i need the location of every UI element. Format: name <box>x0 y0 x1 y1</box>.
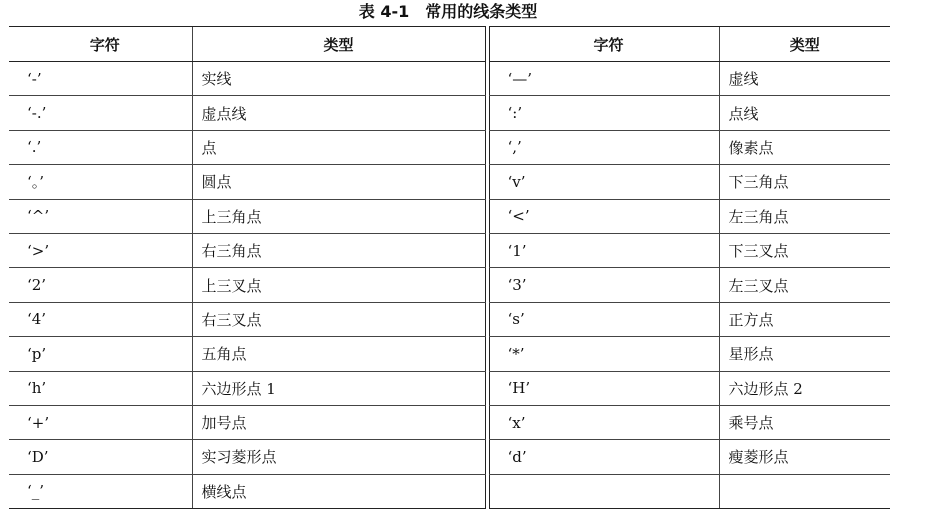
cell-type: 瘦菱形点 <box>719 440 890 474</box>
cell-type: 乘号点 <box>719 405 890 439</box>
header-type: 类型 <box>192 27 485 62</box>
cell-type: 六边形点 1 <box>192 371 485 405</box>
cell-char: ‘x’ <box>489 405 719 439</box>
table-row <box>489 440 890 474</box>
table-row <box>489 405 890 439</box>
table-row <box>9 440 485 474</box>
header-char: 字符 <box>489 27 719 62</box>
table-row <box>489 199 890 233</box>
cell-char: ‘h’ <box>9 371 192 405</box>
cell-type: 点线 <box>719 96 890 130</box>
cell-char: ‘—’ <box>489 62 719 96</box>
table-row <box>489 371 890 405</box>
table-row <box>489 302 890 336</box>
cell-char: ‘,’ <box>489 130 719 164</box>
cell-type: 六边形点 2 <box>719 371 890 405</box>
table-row <box>489 337 890 371</box>
table-row <box>489 474 890 508</box>
cell-type: 实习菱形点 <box>192 440 485 474</box>
cell-type: 横线点 <box>192 474 485 508</box>
cell-char: ‘_’ <box>9 474 192 508</box>
cell-char: ‘+’ <box>9 405 192 439</box>
cell-char: ‘^’ <box>9 199 192 233</box>
header-row <box>9 27 485 62</box>
cell-type: 下三角点 <box>719 165 890 199</box>
cell-char: ‘d’ <box>489 440 719 474</box>
cell-char: ‘s’ <box>489 302 719 336</box>
cell-type: 虚点线 <box>192 96 485 130</box>
cell-char: ‘>’ <box>9 233 192 267</box>
cell-char: ‘H’ <box>489 371 719 405</box>
cell-char: ‘v’ <box>489 165 719 199</box>
table-row <box>489 130 890 164</box>
cell-type: 圆点 <box>192 165 485 199</box>
table-row <box>9 96 485 130</box>
table-row <box>9 371 485 405</box>
cell-type: 加号点 <box>192 405 485 439</box>
table-row <box>9 474 485 508</box>
cell-char: ‘*’ <box>489 337 719 371</box>
table-row <box>9 337 485 371</box>
cell-type: 左三叉点 <box>719 268 890 302</box>
table-row <box>9 405 485 439</box>
table-row <box>9 302 485 336</box>
cell-char: ‘p’ <box>9 337 192 371</box>
table-row <box>489 62 890 96</box>
table-row <box>489 233 890 267</box>
cell-type: 像素点 <box>719 130 890 164</box>
cell-type: 点 <box>192 130 485 164</box>
table-row <box>489 268 890 302</box>
cell-char: ‘4’ <box>9 302 192 336</box>
cell-char: ‘:’ <box>489 96 719 130</box>
cell-char: ‘<’ <box>489 199 719 233</box>
header-char: 字符 <box>9 27 192 62</box>
left-table-body <box>9 62 485 509</box>
cell-type: 星形点 <box>719 337 890 371</box>
table-row <box>489 96 890 130</box>
left-table <box>9 26 486 509</box>
table-row <box>9 130 485 164</box>
header-row <box>489 27 890 62</box>
table-row <box>489 165 890 199</box>
cell-char <box>489 474 719 508</box>
cell-type: 右三叉点 <box>192 302 485 336</box>
cell-type: 左三角点 <box>719 199 890 233</box>
right-table-body <box>489 62 890 509</box>
line-type-tables <box>9 26 890 509</box>
header-type: 类型 <box>719 27 890 62</box>
table-row <box>9 165 485 199</box>
cell-char: ‘D’ <box>9 440 192 474</box>
cell-type: 右三角点 <box>192 233 485 267</box>
cell-type: 上三叉点 <box>192 268 485 302</box>
cell-type: 下三叉点 <box>719 233 890 267</box>
table-row <box>9 199 485 233</box>
table-row <box>9 62 485 96</box>
cell-char: ‘1’ <box>489 233 719 267</box>
table-row <box>9 268 485 302</box>
cell-char: ‘-.’ <box>9 96 192 130</box>
cell-type: 实线 <box>192 62 485 96</box>
table-row <box>9 233 485 267</box>
right-table <box>489 26 891 509</box>
cell-char: ‘2’ <box>9 268 192 302</box>
cell-char: ‘3’ <box>489 268 719 302</box>
cell-type <box>719 474 890 508</box>
cell-type: 虚线 <box>719 62 890 96</box>
cell-type: 上三角点 <box>192 199 485 233</box>
cell-char: ‘。’ <box>9 165 192 199</box>
cell-char: ‘-’ <box>9 62 192 96</box>
table-title: 表 4-1 常用的线条类型 <box>358 2 538 21</box>
cell-type: 五角点 <box>192 337 485 371</box>
cell-type: 正方点 <box>719 302 890 336</box>
cell-char: ‘.’ <box>9 130 192 164</box>
